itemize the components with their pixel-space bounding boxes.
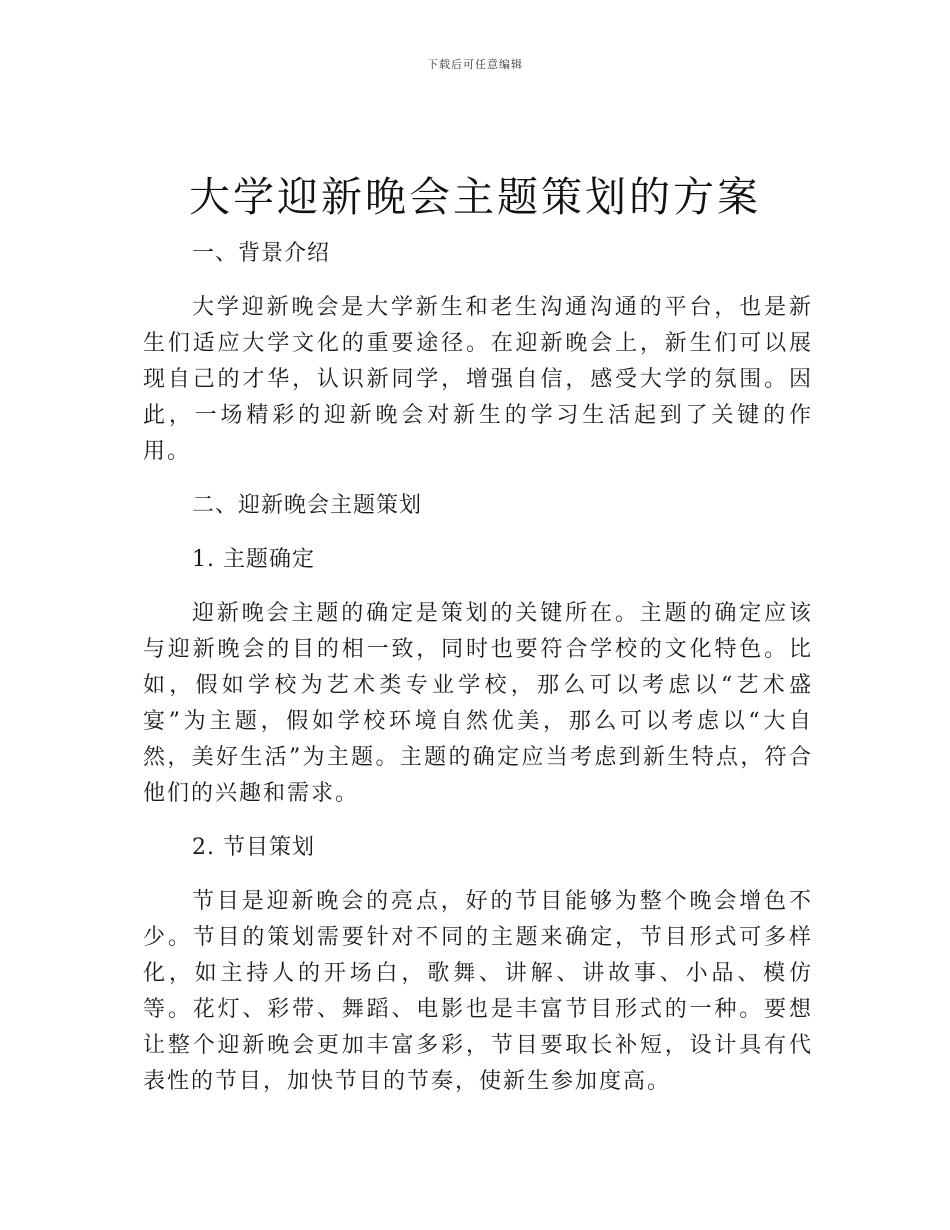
- section-heading-theme-planning: 二、迎新晚会主题策划: [192, 493, 423, 518]
- header-note: 下载后可任意编辑: [427, 58, 523, 71]
- paragraph-program-planning: 节目是迎新晚会的亮点，好的节目能够为整个晚会增色不少。节目的策划需要针对不同的主题来确定，节目形式可多样化，如主持人的开场白，歌舞、讲解、讲故事、小品、模仿等。花灯、彩带、舞蹈、电影也是丰富节目形式的一种。要想让整个迎新晚会更加丰富多彩，节目要取长补短，设计具有代表性的节目，加快节目的节奏，使新生参加度高。: [143, 889, 813, 1094]
- paragraph-background: 大学迎新晚会是大学新生和老生沟通沟通的平台，也是新生们适应大学文化的重要途径。在迎新晚会上，新生们可以展现自己的才华，认识新同学，增强自信，感受大学的氛围。因此，一场精彩的迎新晚会对新生的学习生活起到了关键的作用。: [143, 295, 813, 464]
- document-body: [143, 236, 813, 1100]
- section-heading-background: 一、背景介绍: [192, 241, 331, 266]
- subheading-theme-determination: 1. 主题确定: [192, 547, 315, 572]
- document-title: 大学迎新晚会主题策划的方案: [189, 173, 761, 221]
- subheading-program-planning: 2. 节目策划: [192, 835, 315, 860]
- paragraph-theme-determination: 迎新晚会主题的确定是策划的关键所在。主题的确定应该与迎新晚会的目的相一致，同时也要符合学校的文化特色。比如，假如学校为艺术类专业学校，那么可以考虑以“艺术盛宴”为主题，假如学校环境自然优美，那么可以考虑以“大自然，美好生活”为主题。主题的确定应当考虑到新生特点，符合他们的兴趣和需求。: [143, 601, 813, 806]
